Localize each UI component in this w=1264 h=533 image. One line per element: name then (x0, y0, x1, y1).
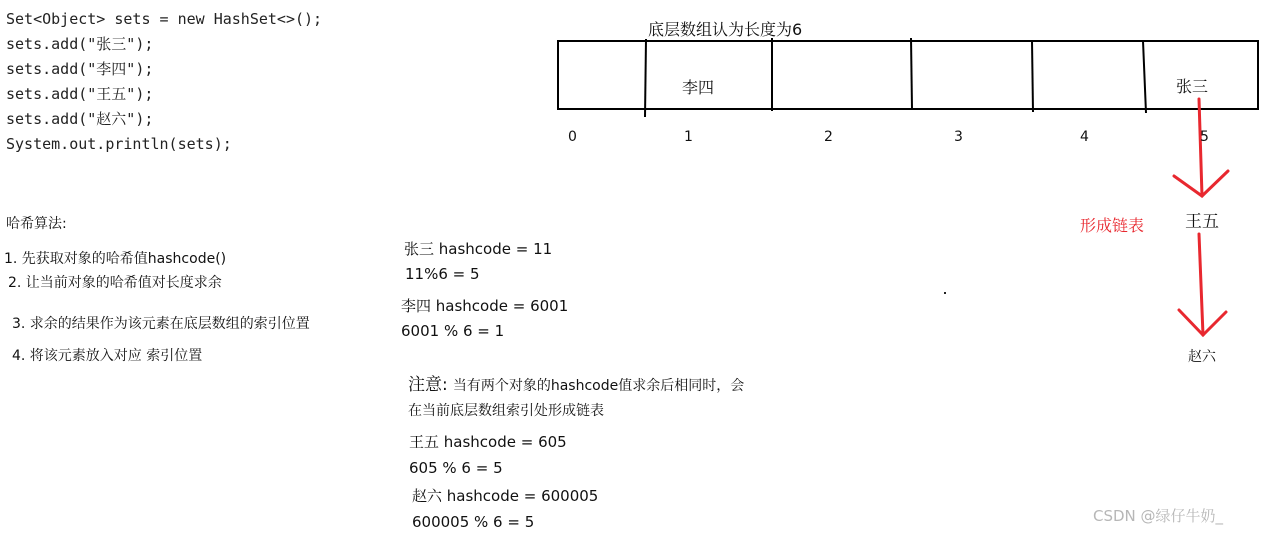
linked-list-label: 形成链表 (1080, 216, 1145, 235)
note-text: 当有两个对象的hashcode值求余后相同时，会 (452, 378, 745, 394)
array-index-1: 1 (684, 129, 693, 145)
array-index-0: 0 (568, 129, 577, 145)
algorithm-title: 哈希算法: (6, 216, 67, 232)
calc-line: 张三 hashcode = 11 (404, 240, 553, 258)
code-line: sets.add("张三"); (6, 35, 154, 53)
stray-dot (944, 292, 946, 294)
cell-divider (911, 38, 912, 109)
note-line-1 (408, 370, 744, 395)
algorithm-step-4: 4. 将该元素放入对应 索引位置 (12, 348, 203, 364)
code-line: sets.add("王五"); (6, 85, 154, 103)
linked-list-node-1: 王五 (1185, 212, 1219, 232)
array-cell-5-value: 张三 (1176, 77, 1209, 96)
calc-line: 6001 % 6 = 1 (401, 322, 505, 340)
calc-line: 李四 hashcode = 6001 (401, 297, 569, 315)
array-cell-1-value: 李四 (682, 78, 715, 97)
algorithm-step-1: 1. 先获取对象的哈希值hashcode() (4, 251, 227, 267)
array-box (558, 41, 1258, 109)
code-line: System.out.println(sets); (6, 135, 232, 153)
algorithm-step-3: 3. 求余的结果作为该元素在底层数组的索引位置 (12, 316, 310, 332)
calc-line: 11%6 = 5 (405, 265, 480, 283)
cell-divider (645, 39, 646, 117)
array-index-2: 2 (824, 129, 833, 145)
collision-line: 王五 hashcode = 605 (409, 433, 567, 451)
cell-divider (1143, 41, 1146, 113)
array-index-5: 5 (1200, 129, 1209, 145)
array-index-4: 4 (1080, 129, 1089, 145)
code-line: sets.add("李四"); (6, 60, 154, 78)
collision-line: 600005 % 6 = 5 (412, 513, 535, 531)
cell-divider (1032, 41, 1033, 112)
array-title: 底层数组认为长度为6 (648, 20, 803, 39)
note-line-2: 在当前底层数组索引处形成链表 (408, 403, 604, 419)
collision-line: 赵六 hashcode = 600005 (412, 487, 599, 505)
code-line: Set<Object> sets = new HashSet<>(); (6, 10, 323, 28)
linked-list-node-2: 赵六 (1188, 349, 1216, 365)
collision-line: 605 % 6 = 5 (409, 459, 503, 477)
array-index-3: 3 (954, 129, 963, 145)
watermark: CSDN @绿仔牛奶_ (1093, 507, 1224, 525)
algorithm-step-2: 2. 让当前对象的哈希值对长度求余 (8, 275, 222, 291)
note-label: 注意: (408, 375, 448, 395)
code-line: sets.add("赵六"); (6, 110, 154, 128)
